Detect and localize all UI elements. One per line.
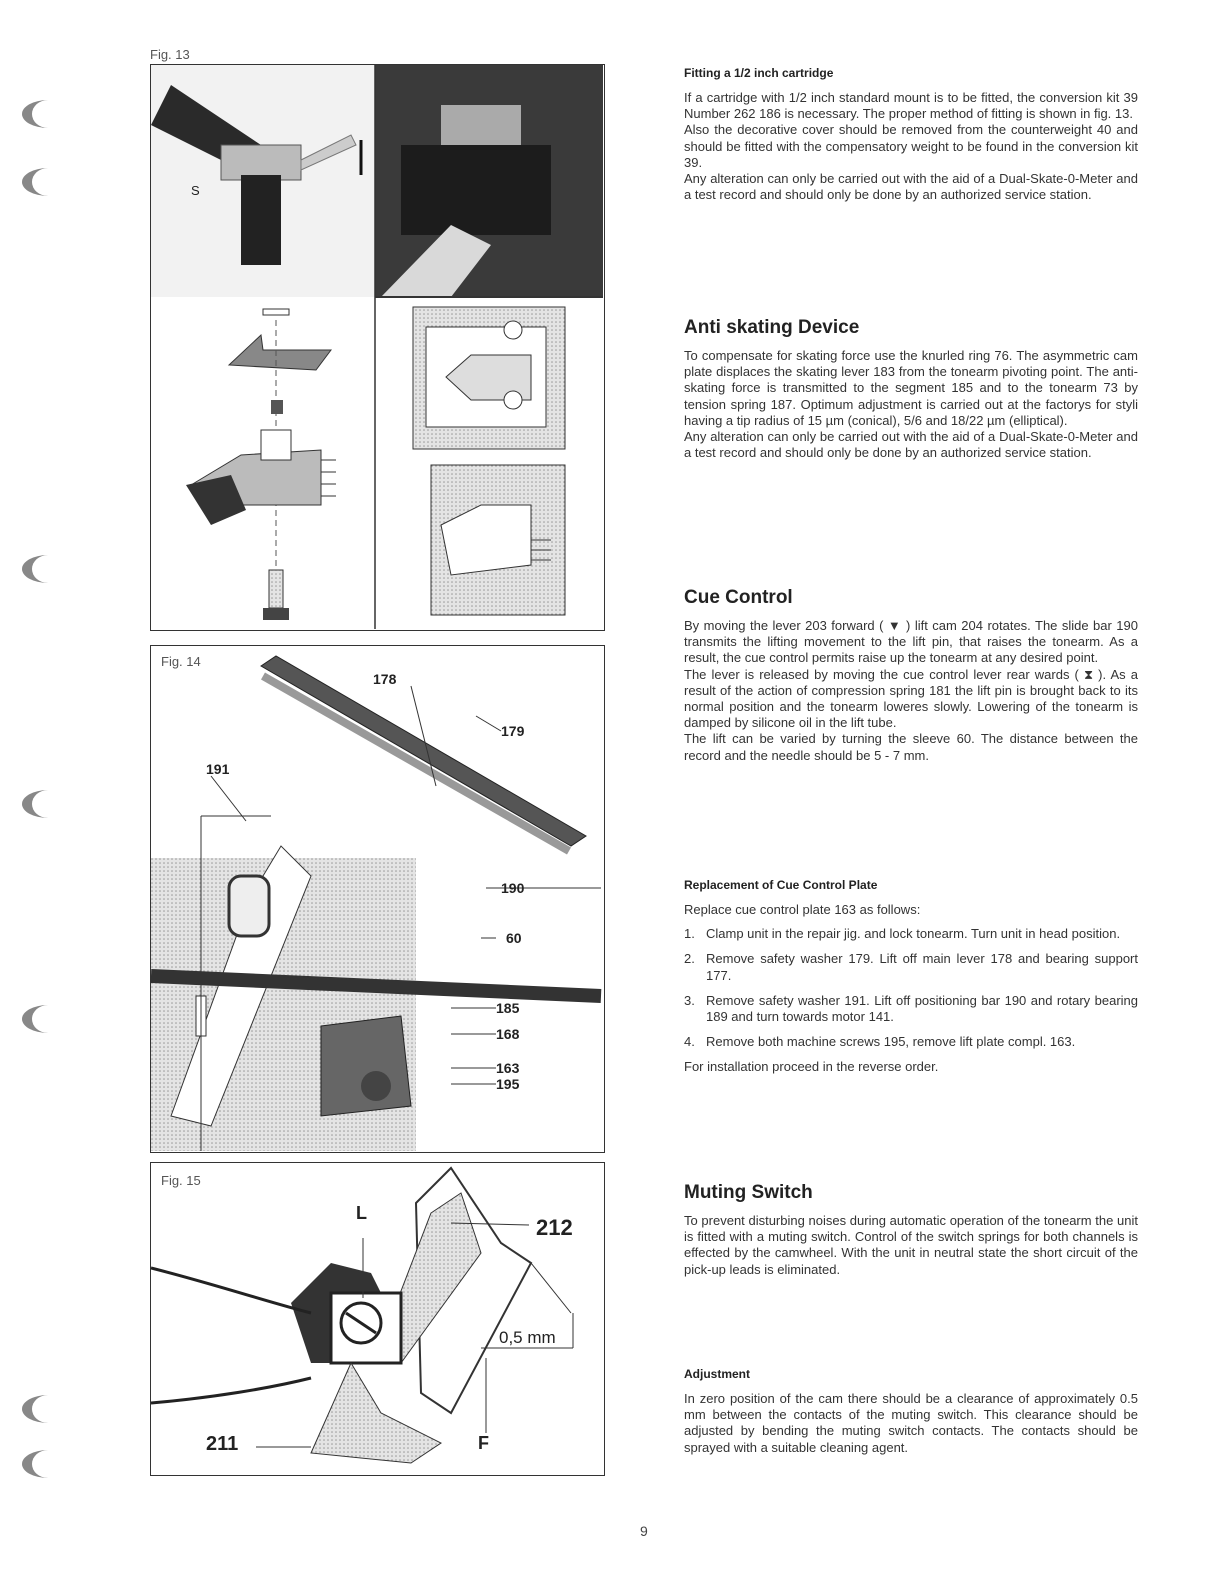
step-number: 1.: [684, 926, 695, 942]
callout-185: 185: [496, 1000, 520, 1016]
section-cue-control: [684, 587, 1138, 764]
fig15-frame: [150, 1162, 605, 1476]
fig14-illustration: [151, 646, 603, 1151]
callout-168: 168: [496, 1026, 520, 1042]
paragraph: The lever is released by moving the cue control lever rear wards ( ⧗ ). As a result of the action of compression spring 181 the lift pin is brought back to its normal position and the tonearm loweres slowly. Lowering of the tonearm is damped by silicone oil in the lift tube.: [684, 666, 1138, 731]
callout-191: 191: [206, 761, 230, 777]
callout-178: 178: [373, 671, 397, 687]
step-text: Remove safety washer 191. Lift off positioning bar 190 and rotary bearing 189 and turn towards motor 141.: [706, 992, 1138, 1025]
paragraph: For installation proceed in the reverse order.: [684, 1059, 939, 1075]
binder-hole-mark: [22, 1395, 74, 1423]
step-text: Remove safety washer 179. Lift off main lever 178 and bearing support 177.: [706, 951, 1138, 983]
callout-60: 60: [506, 930, 522, 946]
section-replacement: [684, 878, 1138, 1076]
binder-hole-mark: [22, 168, 74, 196]
section-title: Cue Control: [684, 587, 793, 608]
binder-hole-mark: [22, 790, 74, 818]
callout-211: 211: [206, 1433, 239, 1455]
fig14-frame: [150, 645, 605, 1153]
callout-190: 190: [501, 880, 525, 896]
fig13-illustration: [151, 65, 603, 629]
callout-195: 195: [496, 1076, 520, 1092]
binder-hole-mark: [22, 555, 74, 583]
step-text: Remove both machine screws 195, remove lift plate compl. 163.: [706, 1034, 1076, 1050]
list-item: [684, 951, 1138, 983]
steps-list: [684, 926, 1138, 1050]
paragraph: To prevent disturbing noises during automatic operation of the tonearm the unit is fitted with a muting switch. Control of the switch springs for both channels is effected by the camwheel. With the unit in neutral state the short circuit of the pick-up leads is eliminated.: [684, 1213, 1138, 1277]
step-text: Clamp unit in the repair jig. and lock tonearm. Turn unit in head position.: [706, 926, 1121, 942]
section-antiskating: [684, 317, 1138, 461]
section-title: Adjustment: [684, 1367, 750, 1381]
list-item: [684, 1034, 1138, 1050]
callout-179: 179: [501, 723, 525, 739]
paragraph: Any alteration can only be carried out with the aid of a Dual-Skate-0-Meter and a test record and should only be done by an authorized service station.: [684, 171, 1138, 203]
section-title: Muting Switch: [684, 1182, 813, 1203]
callout-212: 212: [536, 1215, 573, 1240]
paragraph: In zero position of the cam there should be a clearance of approximately 0.5 mm between the contacts of the muting switch. This clearance should be adjusted by bending the muting switch contacts. The contacts should be sprayed with a suitable cleaning agent.: [684, 1391, 1138, 1455]
section-fitting: [684, 66, 1138, 203]
step-number: 2.: [684, 951, 695, 967]
paragraph: If a cartridge with 1/2 inch standard mount is to be fitted, the conversion kit 39 Number 262 186 is necessary. The proper method of fitting is shown in fig. 13.: [684, 90, 1138, 122]
binder-hole-mark: [22, 1450, 74, 1478]
step-number: 3.: [684, 992, 695, 1008]
paragraph: Also the decorative cover should be removed from the counterweight 40 and should be fitted with the compensatory weight to be found in the conversion kit 39.: [684, 122, 1138, 170]
binder-hole-mark: [22, 1005, 74, 1033]
list-item: [684, 993, 1138, 1025]
paragraph: To compensate for skating force use the knurled ring 76. The asymmetric cam plate displaces the skating lever 183 from the tonearm pivoting point. The anti-skating force is transmitted to the segment 185 and to the tonearm 73 by tension spring 187. Optimum adjustment is carried out at the factorys for styli having a tip radius of 15 µm (conical), 5/6 and 18/22 µm (elliptical).: [684, 348, 1138, 428]
paragraph: Replace cue control plate 163 as follows:: [684, 902, 921, 917]
callout-S: S: [191, 183, 200, 198]
fig14-label: Fig. 14: [161, 654, 201, 669]
callout-L: L: [356, 1203, 367, 1223]
section-muting: [684, 1182, 1138, 1278]
paragraph: The lift can be varied by turning the sleeve 60. The distance between the record and the needle should be 5 - 7 mm.: [684, 731, 1138, 763]
step-number: 4.: [684, 1034, 695, 1050]
fig15-illustration: [151, 1163, 603, 1474]
callout-clearance: 0,5 mm: [499, 1328, 556, 1347]
section-adjustment: [684, 1367, 1138, 1456]
callout-F: F: [478, 1433, 489, 1453]
paragraph: Any alteration can only be carried out with the aid of a Dual-Skate-0-Meter and a test record and should only be done by an authorized service station.: [684, 429, 1138, 461]
fig15-label: Fig. 15: [161, 1173, 201, 1188]
page-number: 9: [640, 1523, 648, 1539]
section-title: Replacement of Cue Control Plate: [684, 878, 878, 892]
section-title: Anti skating Device: [684, 317, 860, 338]
binder-hole-mark: [22, 100, 74, 128]
fig13-frame: [150, 64, 605, 631]
section-title: Fitting a 1/2 inch cartridge: [684, 66, 834, 80]
list-item: [684, 926, 1138, 942]
callout-163: 163: [496, 1060, 520, 1076]
paragraph: By moving the lever 203 forward ( ▼ ) lift cam 204 rotates. The slide bar 190 transmits the lifting movement to the lift pin, that raises the tonearm. As a result, the cue control permits raise up the tonearm at any desired point.: [684, 618, 1138, 666]
fig13-label: Fig. 13: [150, 47, 190, 62]
